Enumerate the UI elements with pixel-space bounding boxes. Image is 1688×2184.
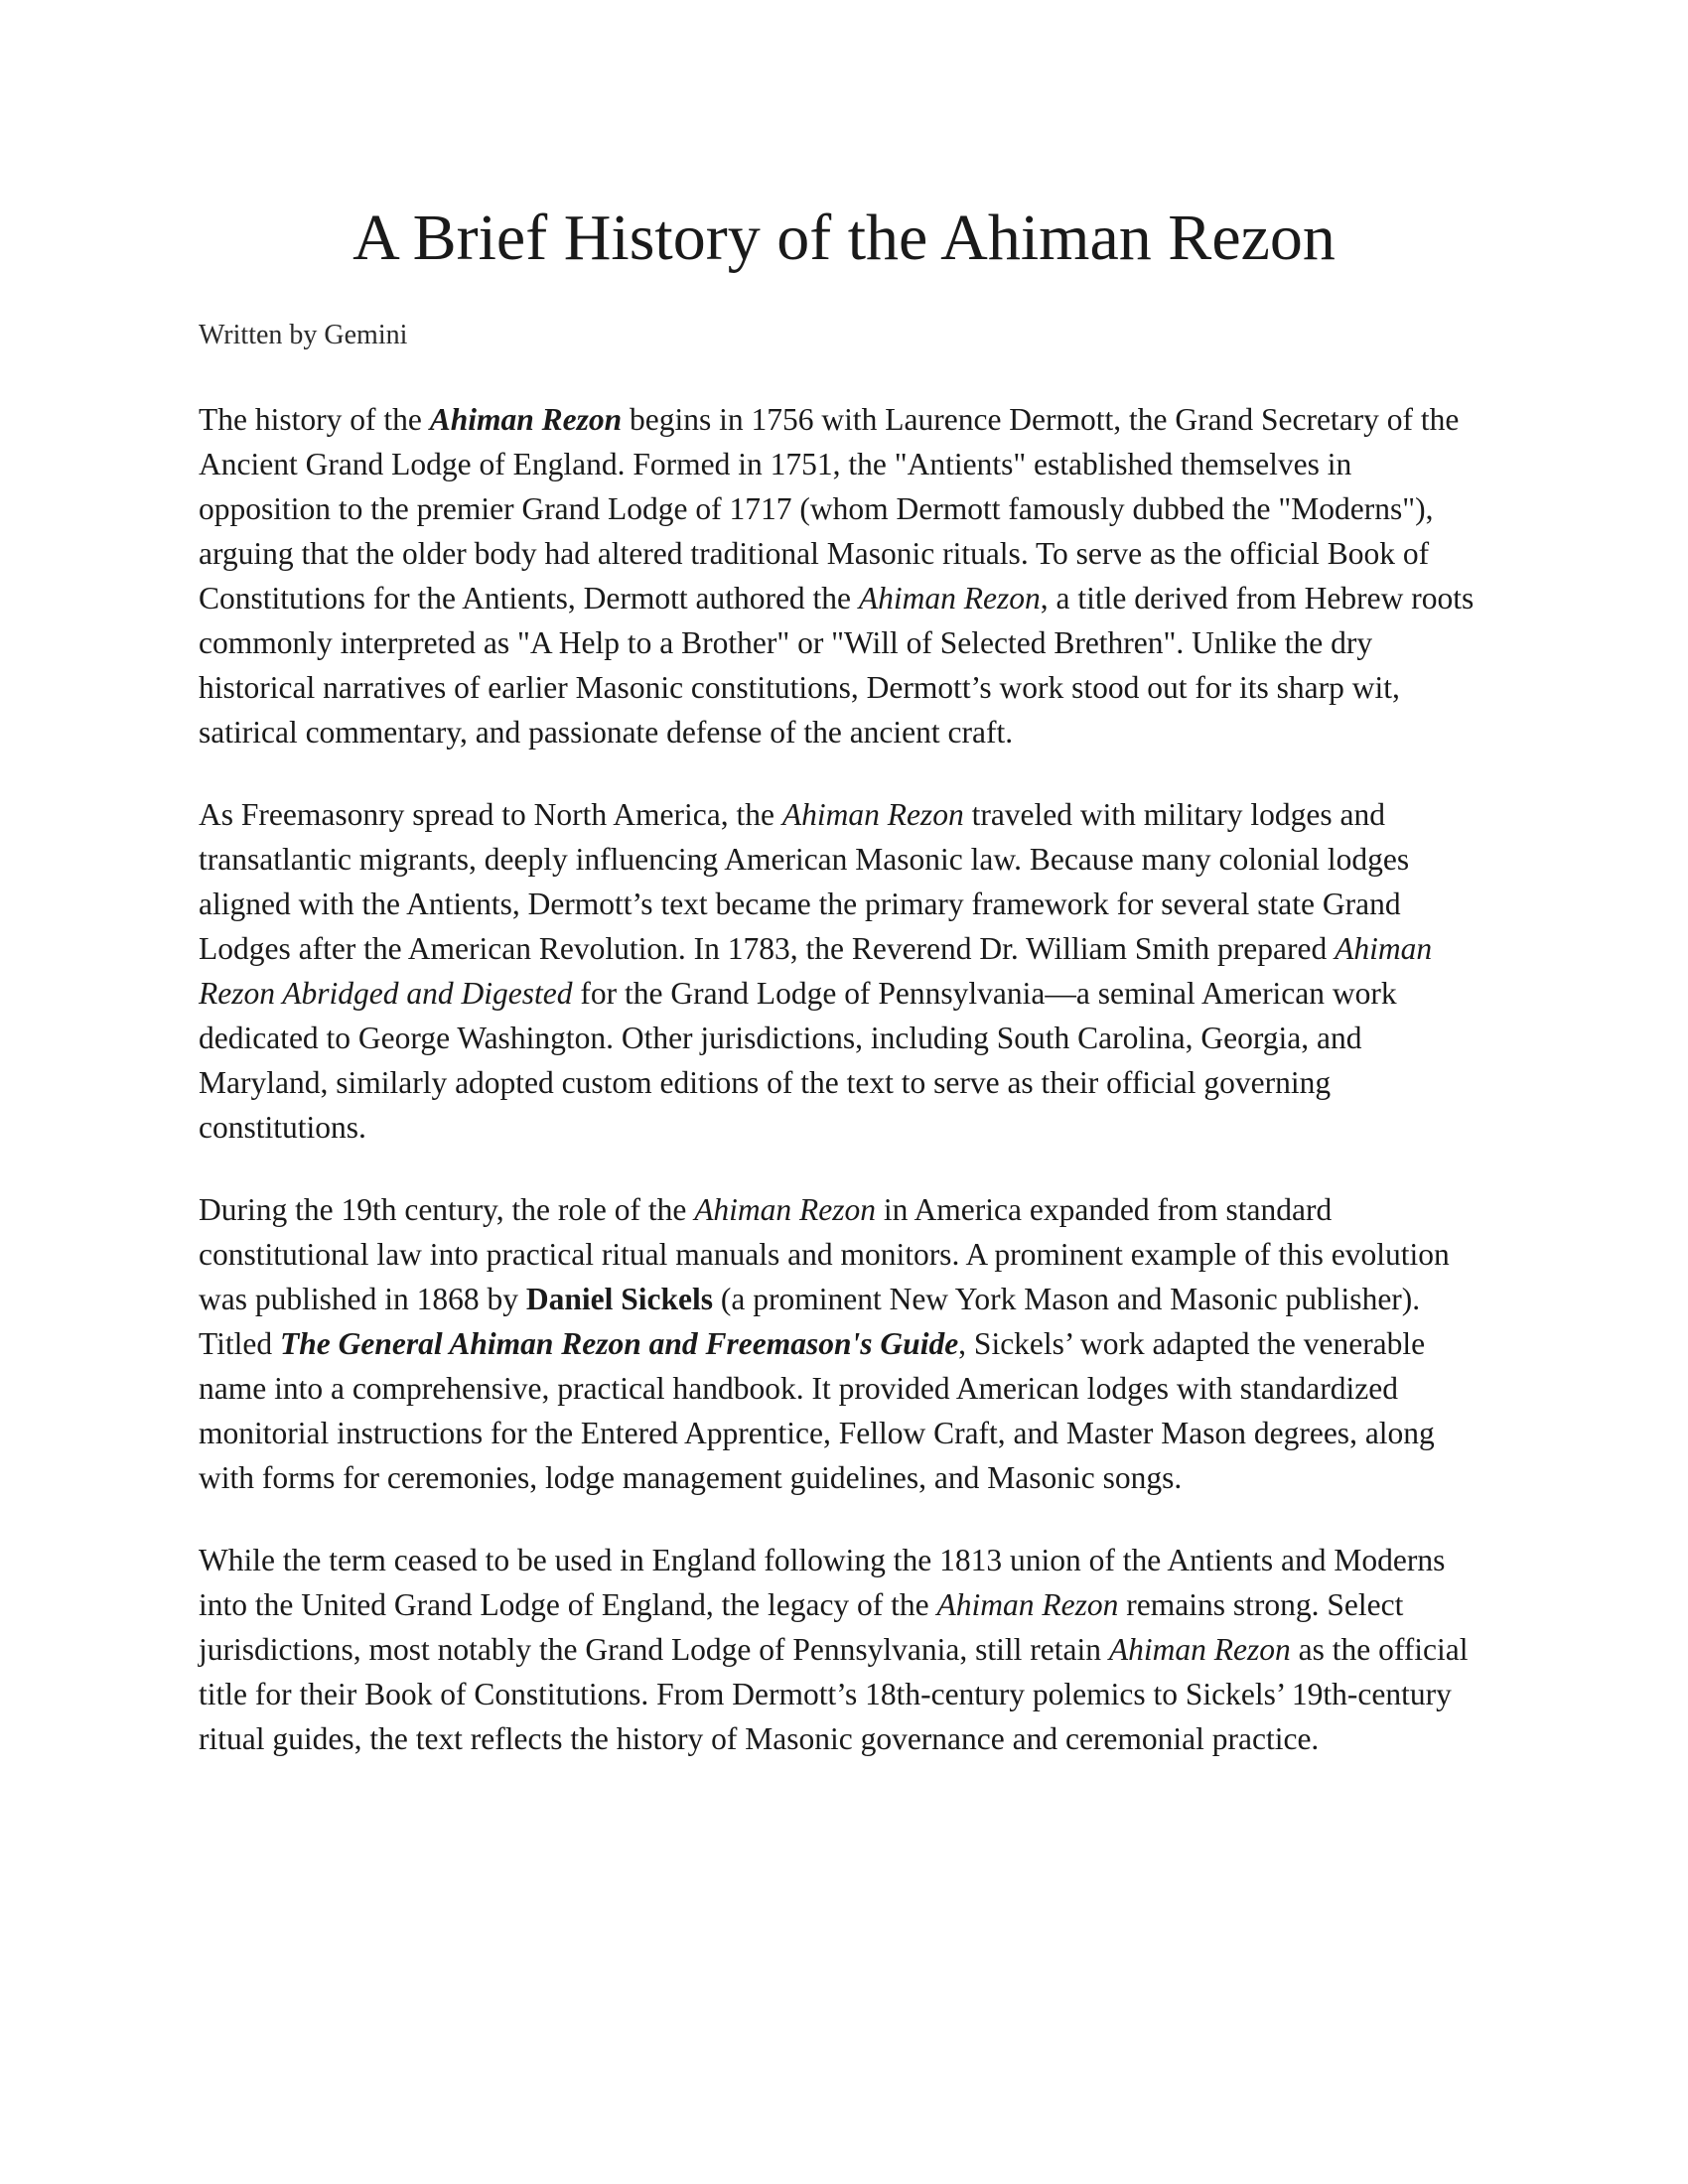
emphasis-run: Ahiman Rezon [429, 402, 623, 437]
text-run: , a title derived from Hebrew roots commonly interpreted as "A Help to a Brother" or "Will of Selected Brethren". Unlike the dry historical narratives of earlier Masonic constitutions, Dermott’s work stood out for its sharp wit, satirical commentary, and passionate defense of the ancient craft. [199, 581, 1475, 750]
emphasis-run: Ahiman Rezon [1108, 1632, 1291, 1667]
emphasis-run: Ahiman Rezon Abridged and Digested [199, 931, 1433, 1011]
text-run: traveled with military lodges and transatlantic migrants, deeply influencing American Masonic law. Because many colonial lodges aligned with the Antients, Dermott’s text became the primary framework for several state Grand Lodges after the American Revolution. In 1783, the Reverend Dr. William Smith prepared [199, 797, 1410, 966]
author-byline: Written by Gemini [199, 320, 408, 350]
text-run: (a prominent New York Mason and Masonic publisher). Titled [199, 1282, 1421, 1361]
text-run: During the 19th century, the role of the [199, 1192, 695, 1227]
emphasis-run: Ahiman Rezon [858, 581, 1041, 615]
document-title: A Brief History of the Ahiman Rezon [352, 202, 1336, 274]
emphasis-run: Ahiman Rezon [936, 1587, 1119, 1622]
paragraph-3 [199, 1187, 1489, 1500]
text-run: for the Grand Lodge of Pennsylvania—a seminal American work dedicated to George Washington. Other jurisdictions, including South Carolina, Georgia, and Maryland, similarly adopted custom editions of the text to serve as their official governing constitutions. [199, 976, 1397, 1145]
paragraph-1 [199, 397, 1489, 754]
paragraph-4 [199, 1538, 1489, 1761]
text-run: As Freemasonry spread to North America, the [199, 797, 782, 832]
emphasis-run: Ahiman Rezon [694, 1192, 877, 1227]
emphasis-run: Daniel Sickels [525, 1282, 713, 1316]
document-body [199, 397, 1489, 1799]
text-run: as the official title for their Book of Constitutions. From Dermott’s 18th-century polemics to Sickels’ 19th-century ritual guides, the text reflects the history of Masonic governance and ceremonial practice. [199, 1632, 1469, 1756]
emphasis-run: The General Ahiman Rezon and Freemason's Guide [280, 1326, 959, 1361]
emphasis-run: Ahiman Rezon [781, 797, 964, 832]
text-run: in America expanded from standard constitutional law into practical ritual manuals and monitors. A prominent example of this evolution was published in 1868 by [199, 1192, 1450, 1316]
text-run: , Sickels’ work adapted the venerable name into a comprehensive, practical handbook. It provided American lodges with standardized monitorial instructions for the Entered Apprentice, Fellow Craft, and Master Mason degrees, along with forms for ceremonies, lodge management guidelines, and Masonic songs. [199, 1326, 1435, 1495]
text-run: remains strong. Select jurisdictions, most notably the Grand Lodge of Pennsylvania, still retain [199, 1587, 1404, 1667]
text-run: begins in 1756 with Laurence Dermott, the Grand Secretary of the Ancient Grand Lodge of England. Formed in 1751, the "Antients" established themselves in opposition to the premier Grand Lodge of 1717 (whom Dermott famously dubbed the "Moderns"), arguing that the older body had altered traditional Masonic rituals. To serve as the official Book of Constitutions for the Antients, Dermott authored the [199, 402, 1460, 615]
text-run: The history of the [199, 402, 430, 437]
paragraph-2 [199, 792, 1489, 1150]
text-run: While the term ceased to be used in England following the 1813 union of the Antients and Moderns into the United Grand Lodge of England, the legacy of the [199, 1543, 1446, 1622]
